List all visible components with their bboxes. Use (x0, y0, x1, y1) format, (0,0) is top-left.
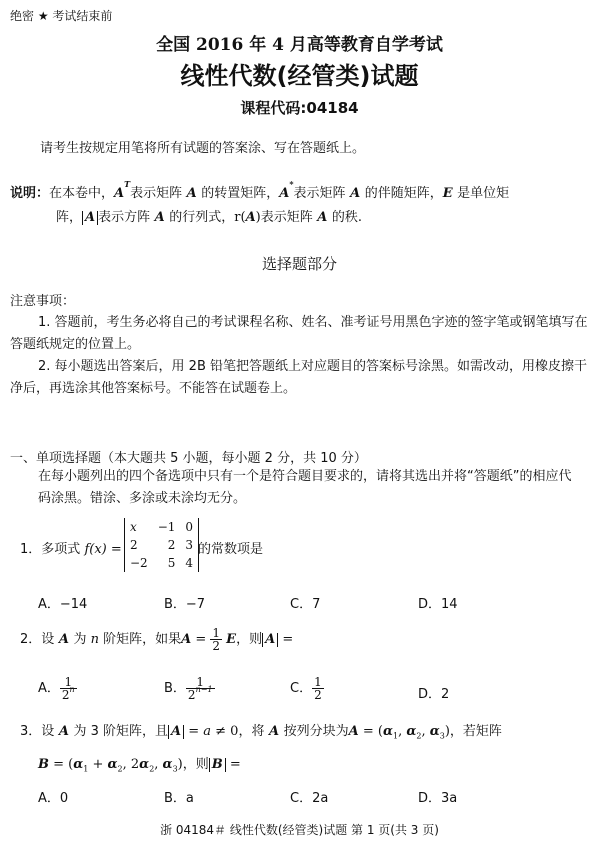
det-cell: 2 (167, 538, 176, 552)
det-row (125, 518, 198, 536)
q1-option-d: D．14 (418, 597, 458, 612)
det-cell: 4 (185, 556, 194, 570)
q1-option-c: C．7 (290, 597, 321, 612)
section1-desc: 在每小题列出的四个备选项中只有一个是符合题目要求的，请将其选出并将“答题纸”的相应代码涂黑。错涂、多涂或未涂均无分。 (38, 469, 572, 506)
q3-det-condition: A = a ≠ 0 (168, 724, 238, 739)
instruction: 请考生按规定用笔将所有试题的答案涂、写在答题纸上。 (40, 141, 366, 156)
q2-option-a: A． $\frac{1}{2^n}$ (38, 675, 75, 702)
subject-title: 线性代数(经管类)试题 (180, 62, 419, 90)
note-line-2: 阵， A 表示方阵 A 的行列式，r(A)表示矩阵 A 的秩. (56, 210, 363, 225)
q3-matrix-B: $B = (\alpha_1 + \alpha_2$, $2\alpha_2$, $\alpha_3$) (38, 757, 183, 774)
q3-number: 3． (20, 724, 42, 739)
q2-option-c: C． $\frac{1}{2}$ (290, 675, 322, 702)
q1-func: f(x) = (84, 542, 122, 557)
q2-stem: 2．设 A 为 n 阶矩阵，如果A = $\frac{1}{2}$ E，则 A = (20, 626, 294, 653)
q3-partition: $A = (\alpha_1$, $\alpha_2$, $\alpha_3$) (348, 724, 450, 741)
note-label: 说明： (10, 186, 50, 201)
det-cell: 5 (167, 556, 176, 570)
q3-stem-line-1: 3．设 A 为 3 阶矩阵，且 A = a ≠ 0，将 A 按列分块为$A = (\alpha_1$, $\alpha_2$, $\alpha_3$)，若矩阵 (20, 724, 502, 741)
attention-item-2: 2. 每小题选出答案后，用 2B 铅笔把答题纸上对应题目的答案标号涂黑。如需改动，用橡皮擦干净后，再选涂其他答案标号。不能答在试题卷上。 (10, 359, 587, 396)
attention-item-1: 1. 答题前，考生务必将自己的考试课程名称、姓名、准考证号用黑色字迹的签字笔或钢笔填写在答题纸规定的位置上。 (10, 315, 588, 352)
det-row (125, 536, 198, 554)
q2-equation: A = $\frac{1}{2}$ E (181, 626, 237, 653)
part-title: 选择题部分 (261, 255, 337, 273)
q1-determinant (124, 518, 199, 572)
q1-option-a: A．−14 (38, 597, 88, 612)
page-footer: 浙 04184＃ 线性代数(经管类)试题 第 1 页(共 3 页) (160, 823, 439, 837)
q3-stem-line-2: $B = (\alpha_1 + \alpha_2$, $2\alpha_2$, $\alpha_3$)，则 B = (38, 757, 241, 774)
q1-stem: 1．多项式 f(x) = (20, 542, 122, 557)
det-cell: x (130, 520, 137, 534)
q3-option-a: A．0 (38, 791, 69, 806)
det-cell: −2 (130, 556, 148, 570)
exam-title: 全国 2016 年 4 月高等教育自学考试 (156, 35, 443, 55)
section1-title: 一、单项选择题（本大题共 5 小题，每小题 2 分，共 10 分） (10, 451, 367, 466)
math-detA: A (82, 211, 98, 225)
q3-option-c: C．2a (290, 791, 329, 806)
det-row (125, 554, 198, 572)
det-cell: −1 (157, 520, 176, 534)
attention-label: 注意事项： (10, 294, 76, 309)
note-line-1: 说明：在本卷中，$A^T$表示矩阵 A 的转置矩阵，A*表示矩阵 A 的伴随矩阵，E 是单位矩 (10, 179, 510, 201)
secret-label: 绝密 ★ 考试结束前 (10, 9, 113, 23)
q2-number: 2． (20, 632, 42, 647)
q2-option-b: B． $\frac{1}{2^{n-1}}$ (164, 675, 213, 702)
math-rank: r(A) (234, 210, 261, 225)
det-cell: 2 (130, 538, 138, 552)
det-cell: 3 (185, 538, 194, 552)
math-Astar: A* (279, 179, 294, 201)
course-code: 课程代码:04184 (240, 99, 359, 117)
q1-number: 1． (20, 542, 42, 557)
q3-option-d: D．3a (418, 791, 458, 806)
math-AT: $A^T$ (114, 179, 131, 201)
q3-option-b: B．a (164, 791, 194, 806)
q1-option-b: B．−7 (164, 597, 206, 612)
q2-option-d: D．2 (418, 687, 450, 702)
det-cell: 0 (185, 520, 194, 534)
q1-stem-end: 的常数项是 (198, 542, 264, 557)
